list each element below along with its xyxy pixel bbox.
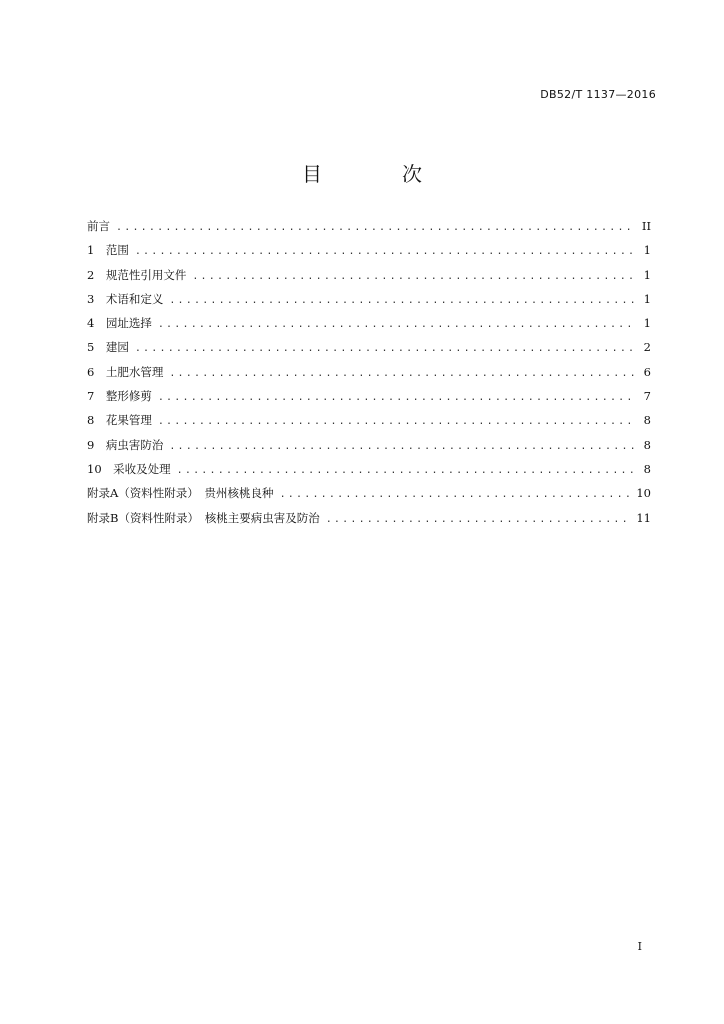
document-standard-number: DB52/T 1137—2016 (540, 88, 656, 101)
toc-entry[interactable] (87, 437, 651, 461)
toc-leader-dots (169, 368, 635, 379)
toc-leader-dots (169, 295, 635, 306)
toc-entry-page: 1 (643, 267, 651, 282)
toc-entry-label: 附录A（资料性附录） 贵州核桃良种 (87, 486, 274, 501)
toc-leader-dots (177, 465, 635, 476)
toc-entry[interactable] (87, 412, 651, 436)
toc-leader-dots (135, 246, 635, 257)
toc-entry-page: 1 (643, 243, 651, 258)
toc-leader-dots (158, 319, 635, 330)
toc-entry-page: 10 (636, 486, 651, 501)
toc-entry-label: 9 病虫害防治 (87, 437, 164, 452)
toc-entry-page: 11 (636, 510, 651, 525)
toc-entry-page: II (641, 219, 651, 233)
toc-leader-dots (158, 416, 635, 427)
toc-entry[interactable] (87, 267, 651, 291)
toc-entry-label: 2 规范性引用文件 (87, 267, 187, 282)
toc-entry[interactable] (87, 315, 651, 339)
toc-leader-dots (326, 514, 631, 525)
toc-leader-dots (192, 271, 635, 282)
page-number: I (637, 940, 642, 953)
toc-entry-label: 10 采收及处理 (87, 461, 171, 476)
toc-entry[interactable] (87, 364, 651, 388)
toc-entry-label: 6 土肥水管理 (87, 364, 164, 379)
toc-entry[interactable] (87, 291, 651, 315)
page-title: 目 次 (302, 162, 452, 186)
table-of-contents (87, 218, 651, 534)
toc-leader-dots (116, 222, 635, 233)
toc-entry-page: 2 (643, 340, 651, 355)
toc-entry-label: 5 建园 (87, 340, 129, 355)
toc-entry-page: 8 (643, 461, 651, 476)
toc-entry[interactable] (87, 510, 651, 534)
toc-entry[interactable] (87, 339, 651, 363)
toc-entry-page: 1 (643, 291, 651, 306)
toc-entry-label: 7 整形修剪 (87, 389, 152, 404)
toc-entry[interactable] (87, 485, 651, 509)
toc-entry-label: 附录B（资料性附录） 核桃主要病虫害及防治 (87, 510, 320, 525)
toc-entry-label: 前言 (87, 219, 110, 233)
toc-entry-page: 6 (643, 364, 651, 379)
toc-leader-dots (158, 392, 635, 403)
toc-leader-dots (280, 489, 631, 500)
toc-entry-label: 1 范围 (87, 243, 129, 258)
toc-entry[interactable] (87, 242, 651, 266)
toc-entry-label: 4 园址选择 (87, 316, 152, 331)
toc-entry-page: 8 (643, 413, 651, 428)
toc-entry-label: 8 花果管理 (87, 413, 152, 428)
toc-leader-dots (169, 441, 635, 452)
toc-entry-label: 3 术语和定义 (87, 291, 164, 306)
toc-entry-page: 8 (643, 437, 651, 452)
toc-entry[interactable] (87, 218, 651, 242)
toc-entry-page: 1 (643, 316, 651, 331)
toc-entry[interactable] (87, 388, 651, 412)
toc-entry[interactable] (87, 461, 651, 485)
toc-entry-page: 7 (643, 389, 651, 404)
toc-leader-dots (135, 343, 635, 354)
